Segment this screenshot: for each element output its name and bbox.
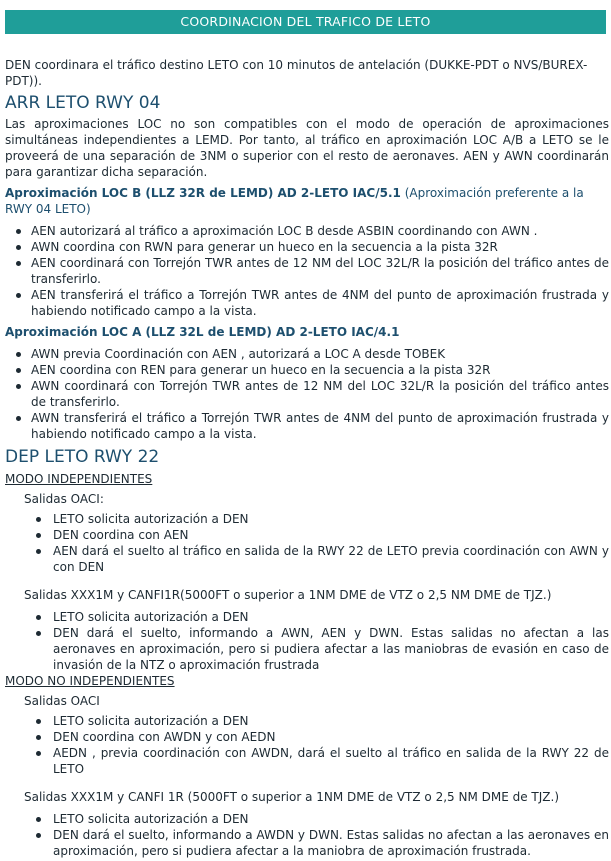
locb-heading (5, 185, 609, 217)
list-item: AWN coordina con RWN para generar un hueco en la secuencia a la pista 32R (5, 239, 609, 255)
list-item: LETO solicita autorización a DEN (5, 511, 609, 527)
list-item: LETO solicita autorización a DEN (5, 609, 609, 625)
locb-list (5, 223, 609, 319)
no-independientes-oaci-label: Salidas OACI (24, 694, 100, 708)
list-item: AEN autorizará al tráfico a aproximación LOC B desde ASBIN coordinando con AWN . (5, 223, 609, 239)
intro-text: DEN coordinara el tráfico destino LETO con 10 minutos de antelación (DUKKE-PDT o NVS/BUREX-PDT)). (5, 58, 588, 88)
independientes-oaci-list (5, 511, 609, 575)
loca-heading: Aproximación LOC A (LLZ 32L de LEMD) AD 2-LETO IAC/4.1 (5, 325, 400, 339)
list-item: AEN coordinará con Torrejón TWR antes de 12 NM del LOC 32L/R la posición del tráfico antes de transferirlo. (5, 255, 609, 287)
document-body (5, 57, 609, 859)
locb-note: (Aproximación preferente a la RWY 04 LETO) (5, 186, 584, 216)
no-independientes-xxx-label: Salidas XXX1M y CANFI 1R (5000FT o superior a 1NM DME de VTZ o 2,5 NM DME de TJZ.) (24, 790, 560, 804)
independientes-xxx-label: Salidas XXX1M y CANFI1R(5000FT o superior a 1NM DME de VTZ o 2,5 NM DME de TJZ.) (24, 588, 552, 602)
locb-title: Aproximación LOC B (LLZ 32R de LEMD) AD 2-LETO IAC/5.1 (5, 186, 401, 200)
list-item: DEN dará el suelto, informando a AWDN y DWN. Estas salidas no afectan a las aeronaves en aproximación, pero si pudiera afectar a la maniobra de aproximación frustrada. (5, 827, 609, 859)
independientes-oaci-label: Salidas OACI: (24, 492, 104, 506)
arr-heading: ARR LETO RWY 04 (5, 93, 161, 113)
no-independientes-xxx-list (5, 811, 609, 859)
list-item: AWN previa Coordinación con AEN , autorizará a LOC A desde TOBEK (5, 346, 609, 362)
list-item: AEN dará el suelto al tráfico en salida de la RWY 22 de LETO previa coordinación con AWN y con DEN (5, 543, 609, 575)
modo-independientes-label: MODO INDEPENDIENTES (5, 472, 153, 486)
list-item: AEN transferirá el tráfico a Torrejón TWR antes de 4NM del punto de aproximación frustrada y habiendo notificado campo a la vista. (5, 287, 609, 319)
loca-list (5, 346, 609, 442)
list-item: AEDN , previa coordinación con AWDN, dará el suelto al tráfico en salida de la RWY 22 de LETO (5, 745, 609, 777)
list-item: DEN coordina con AWDN y con AEDN (5, 729, 609, 745)
list-item: LETO solicita autorización a DEN (5, 811, 609, 827)
modo-no-independientes-label: MODO NO INDEPENDIENTES (5, 674, 175, 688)
list-item: AWN transferirá el tráfico a Torrejón TWR antes de 4NM del punto de aproximación frustrada y habiendo notificado campo a la vista. (5, 410, 609, 442)
independientes-xxx-list (5, 609, 609, 673)
list-item: LETO solicita autorización a DEN (5, 713, 609, 729)
arr-paragraph: Las aproximaciones LOC no son compatibles con el modo de operación de aproximaciones simultáneas independientes a LEMD. Por tanto, al tráfico en aproximación LOC A/B a LETO se le proveerá de una separación de 3NM o superior con el resto de aeronaves. AEN y AWN coordinarán para garantizar dicha separación. (5, 117, 609, 179)
list-item: AEN coordina con REN para generar un hueco en la secuencia a la pista 32R (5, 362, 609, 378)
section-banner: COORDINACION DEL TRAFICO DE LETO (5, 10, 606, 34)
list-item: AWN coordinará con Torrejón TWR antes de 12 NM del LOC 32L/R la posición del tráfico antes de transferirlo. (5, 378, 609, 410)
list-item: DEN dará el suelto, informando a AWN, AEN y DWN. Estas salidas no afectan a las aeronaves en aproximación, pero si pudiera afectar a las maniobras de evasión en caso de invasión de la NTZ o aproximación frustrada (5, 625, 609, 673)
no-independientes-oaci-list (5, 713, 609, 777)
list-item: DEN coordina con AEN (5, 527, 609, 543)
dep-heading: DEP LETO RWY 22 (5, 447, 160, 467)
